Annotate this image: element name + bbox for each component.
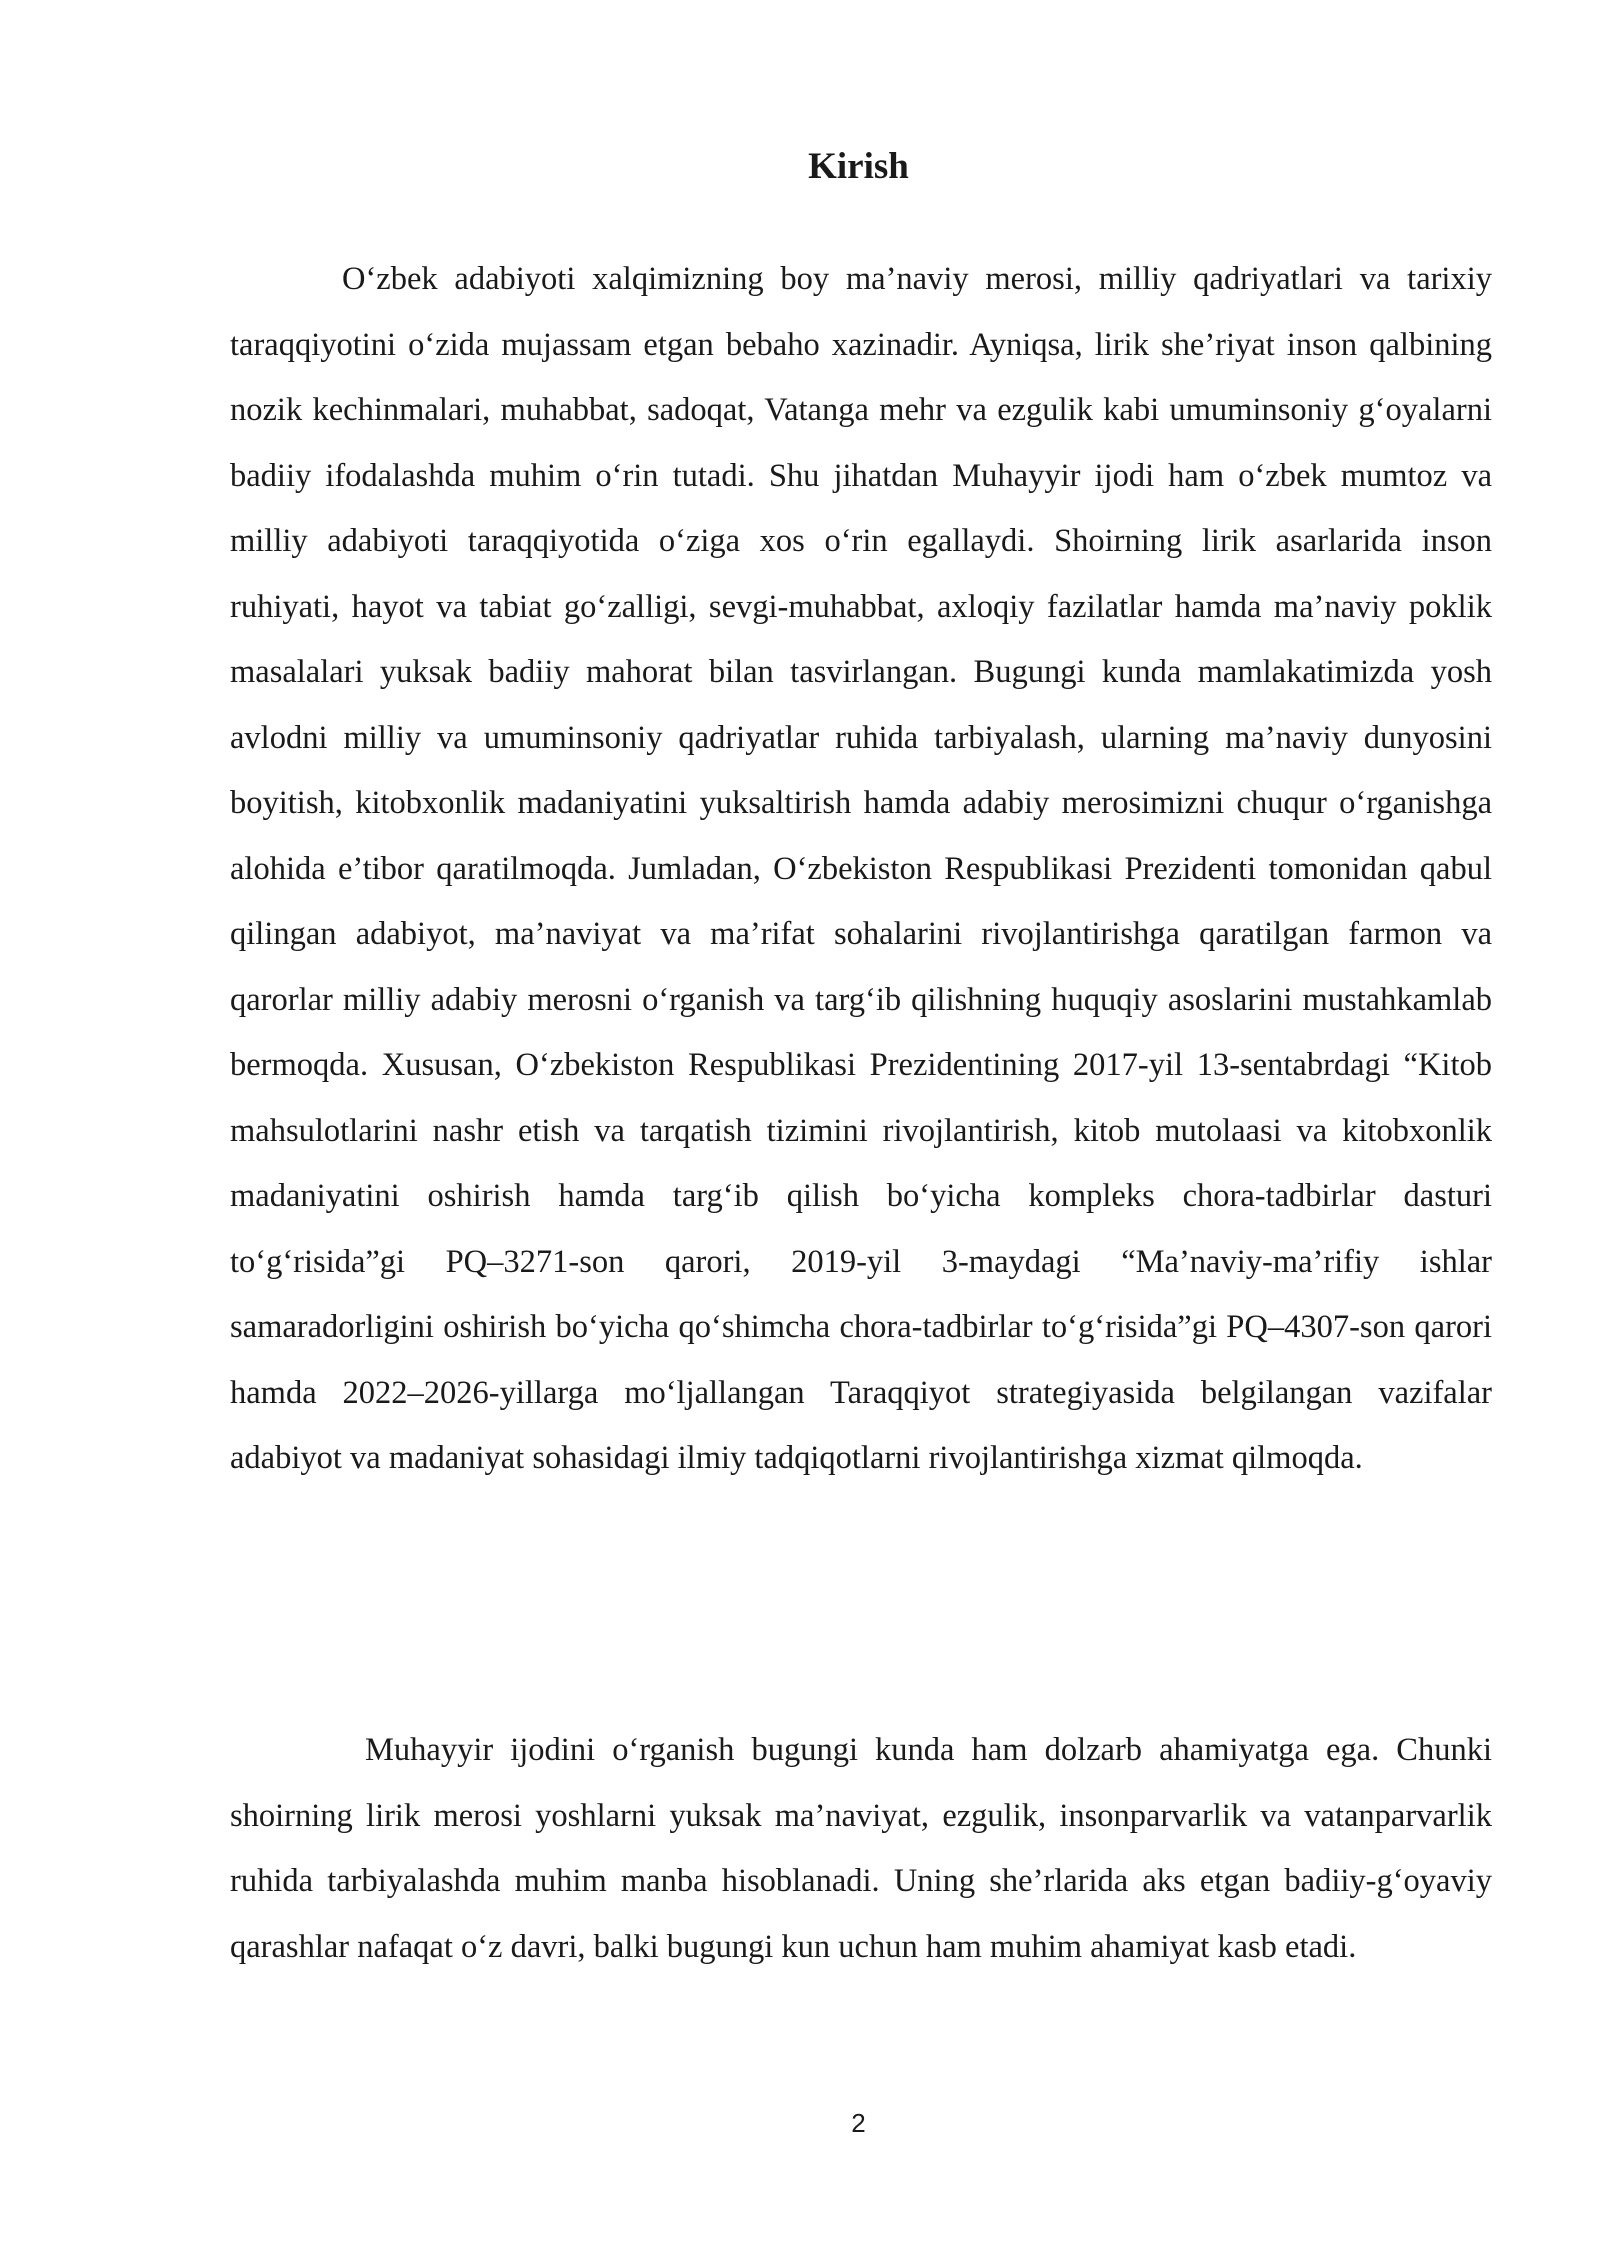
body-paragraph-1: O‘zbek adabiyoti xalqimizning boy ma’naviy merosi, milliy qadriyatlari va tarixiy taraqqiyotini o‘zida mujassam etgan bebaho xazinadir. Ayniqsa, lirik she’riyat inson qalbining nozik kechinmalari, muhabbat, sadoqat, Vatanga mehr va ezgulik kabi umuminsoniy g‘oyalarni badiiy ifodalashda muhim o‘rin tutadi. Shu jihatdan Muhayyir ijodi ham o‘zbek mumtoz va milliy adabiyoti taraqqiyotida o‘ziga xos o‘rin egallaydi. Shoirning lirik asarlarida inson ruhiyati, hayot va tabiat go‘zalligi, sevgi-muhabbat, axloqiy fazilatlar hamda ma’naviy poklik masalalari yuksak badiiy mahorat bilan tasvirlangan. Bugungi kunda mamlakatimizda yosh avlodni milliy va umuminsoniy qadriyatlar ruhida tarbiyalash, ularning ma’naviy dunyosini boyitish, kitobxonlik madaniyatini yuksaltirish hamda adabiy merosimizni chuqur o‘rganishga alohida e’tibor qaratilmoqda. Jumladan, O‘zbekiston Respublikasi Prezidenti tomonidan qabul qilingan adabiyot, ma’naviyat va ma’rifat sohalarini rivojlantirishga qaratilgan farmon va qarorlar milliy adabiy merosni o‘rganish va targ‘ib qilishning huquqiy asoslarini mustahkamlab bermoqda. Xususan, O‘zbekiston Respublikasi Prezidentining 2017-yil 13-sentabrdagi “Kitob mahsulotlarini nashr etish va tarqatish tizimini rivojlantirish, kitob mutolaasi va kitobxonlik madaniyatini oshirish hamda targ‘ib qilish bo‘yicha kompleks chora-tadbirlar dasturi to‘g‘risida”gi PQ–3271-son qarori, 2019-yil 3-maydagi “Ma’naviy-ma’rifiy ishlar samaradorligini oshirish bo‘yicha qo‘shimcha chora-tadbirlar to‘g‘risida”gi PQ–4307-son qarori hamda 2022–2026-yillarga mo‘ljallangan Taraqqiyot strategiyasida belgilangan vazifalar adabiyot va madaniyat sohasidagi ilmiy tadqiqotlarni rivojlantirishga xizmat qilmoqda. — [230, 261, 1492, 1476]
body-paragraph-2: Muhayyir ijodini o‘rganish bugungi kunda ham dolzarb ahamiyatga ega. Chunki shoirning lirik merosi yoshlarni yuksak ma’naviyat, ezgulik, insonparvarlik va vatanparvarlik ruhida tarbiyalashda muhim manba hisoblanadi. Uning she’rlarida aks etgan badiiy-g‘oyaviy qarashlar nafaqat o‘z davri, balki bugungi kun uchun ham muhim ahamiyat kasb etadi. — [230, 1732, 1492, 1965]
section-heading: Kirish — [808, 146, 909, 187]
page-number: 2 — [851, 2108, 866, 2138]
